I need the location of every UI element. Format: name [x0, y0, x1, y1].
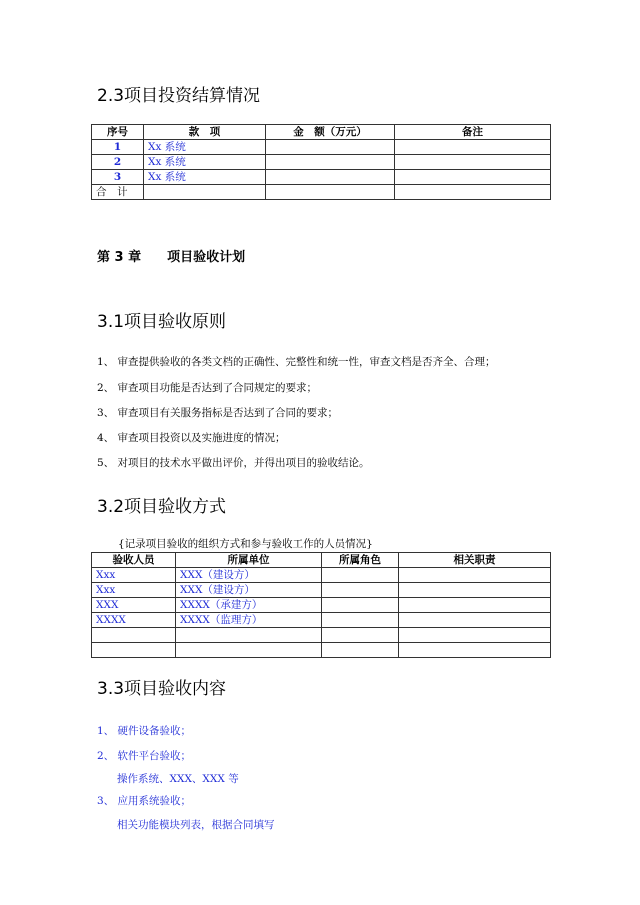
header-amount: 金 额（万元）	[266, 125, 395, 140]
header-note: 备注	[395, 125, 551, 140]
row-duty	[399, 628, 551, 643]
table-row	[92, 583, 551, 598]
row-amount	[266, 140, 395, 155]
content-item-2-detail: 操作系统、XXX、XXX 等	[117, 773, 239, 785]
row-duty	[399, 613, 551, 628]
chapter-title: 项目验收计划	[167, 250, 246, 265]
row-amount	[266, 170, 395, 185]
table-row	[92, 140, 551, 155]
table-row	[92, 170, 551, 185]
acceptance-people-table	[91, 552, 551, 658]
row-duty	[399, 583, 551, 598]
principle-item-3: 3、 审查项目有关服务指标是否达到了合同的要求；	[97, 407, 339, 419]
row-role	[322, 568, 399, 583]
section-3-3-title: 3.3项目验收内容	[97, 679, 227, 699]
table-note: {记录项目验收的组织方式和参与验收工作的人员情况}	[118, 538, 373, 550]
row-item: Xx 系统	[144, 155, 266, 170]
row-note	[395, 140, 551, 155]
row-role	[322, 583, 399, 598]
table-header-row	[92, 553, 551, 568]
content-item-3-detail: 相关功能模块列表，根据合同填写	[117, 819, 275, 831]
header-duty: 相关职责	[399, 553, 551, 568]
principle-item-4: 4、 审查项目投资以及实施进度的情况；	[97, 432, 286, 444]
content-item-2: 2、 软件平台验收；	[97, 750, 192, 762]
table-row	[92, 613, 551, 628]
header-no: 序号	[92, 125, 144, 140]
row-duty	[399, 643, 551, 658]
row-unit: XXXX（承建方）	[176, 598, 322, 613]
table-row	[92, 628, 551, 643]
row-person: XXXX	[92, 613, 176, 628]
row-role	[322, 598, 399, 613]
table-row	[92, 155, 551, 170]
table-row	[92, 598, 551, 613]
principle-item-1: 1、 审查提供验收的各类文档的正确性、完整性和统一性，审查文档是否齐全、合理；	[97, 356, 496, 368]
row-role	[322, 613, 399, 628]
row-person	[92, 628, 176, 643]
header-unit: 所属单位	[176, 553, 322, 568]
row-person: Xxx	[92, 583, 176, 598]
principle-item-2: 2、 审查项目功能是否达到了合同规定的要求；	[97, 382, 318, 394]
row-unit	[176, 643, 322, 658]
row-amount	[266, 155, 395, 170]
row-no: 3	[92, 170, 144, 185]
chapter-heading	[97, 246, 245, 265]
row-role	[322, 643, 399, 658]
row-unit: XXX（建设方）	[176, 583, 322, 598]
row-note	[395, 170, 551, 185]
total-label: 合 计	[92, 185, 144, 200]
row-no: 2	[92, 155, 144, 170]
total-row	[92, 185, 551, 200]
content-item-1: 1、 硬件设备验收；	[97, 725, 192, 737]
content-item-3: 3、 应用系统验收；	[97, 795, 192, 807]
row-item: Xx 系统	[144, 140, 266, 155]
section-3-1-title: 3.1项目验收原则	[97, 312, 227, 332]
row-duty	[399, 568, 551, 583]
row-role	[322, 628, 399, 643]
row-duty	[399, 598, 551, 613]
principle-item-5: 5、 对项目的技术水平做出评价，并得出项目的验收结论。	[97, 457, 370, 469]
header-role: 所属角色	[322, 553, 399, 568]
row-person: XXX	[92, 598, 176, 613]
row-unit	[176, 628, 322, 643]
section-2-3-title: 2.3项目投资结算情况	[97, 86, 261, 106]
row-item: Xx 系统	[144, 170, 266, 185]
header-person: 验收人员	[92, 553, 176, 568]
row-unit: XXX（建设方）	[176, 568, 322, 583]
row-unit: XXXX（监理方）	[176, 613, 322, 628]
chapter-number: 第 3 章	[97, 250, 142, 265]
row-note	[395, 155, 551, 170]
header-item: 款 项	[144, 125, 266, 140]
table-row	[92, 643, 551, 658]
row-no: 1	[92, 140, 144, 155]
table-header-row	[92, 125, 551, 140]
row-person: Xxx	[92, 568, 176, 583]
investment-table	[91, 124, 551, 200]
table-row	[92, 568, 551, 583]
section-3-2-title: 3.2项目验收方式	[97, 497, 227, 517]
row-person	[92, 643, 176, 658]
